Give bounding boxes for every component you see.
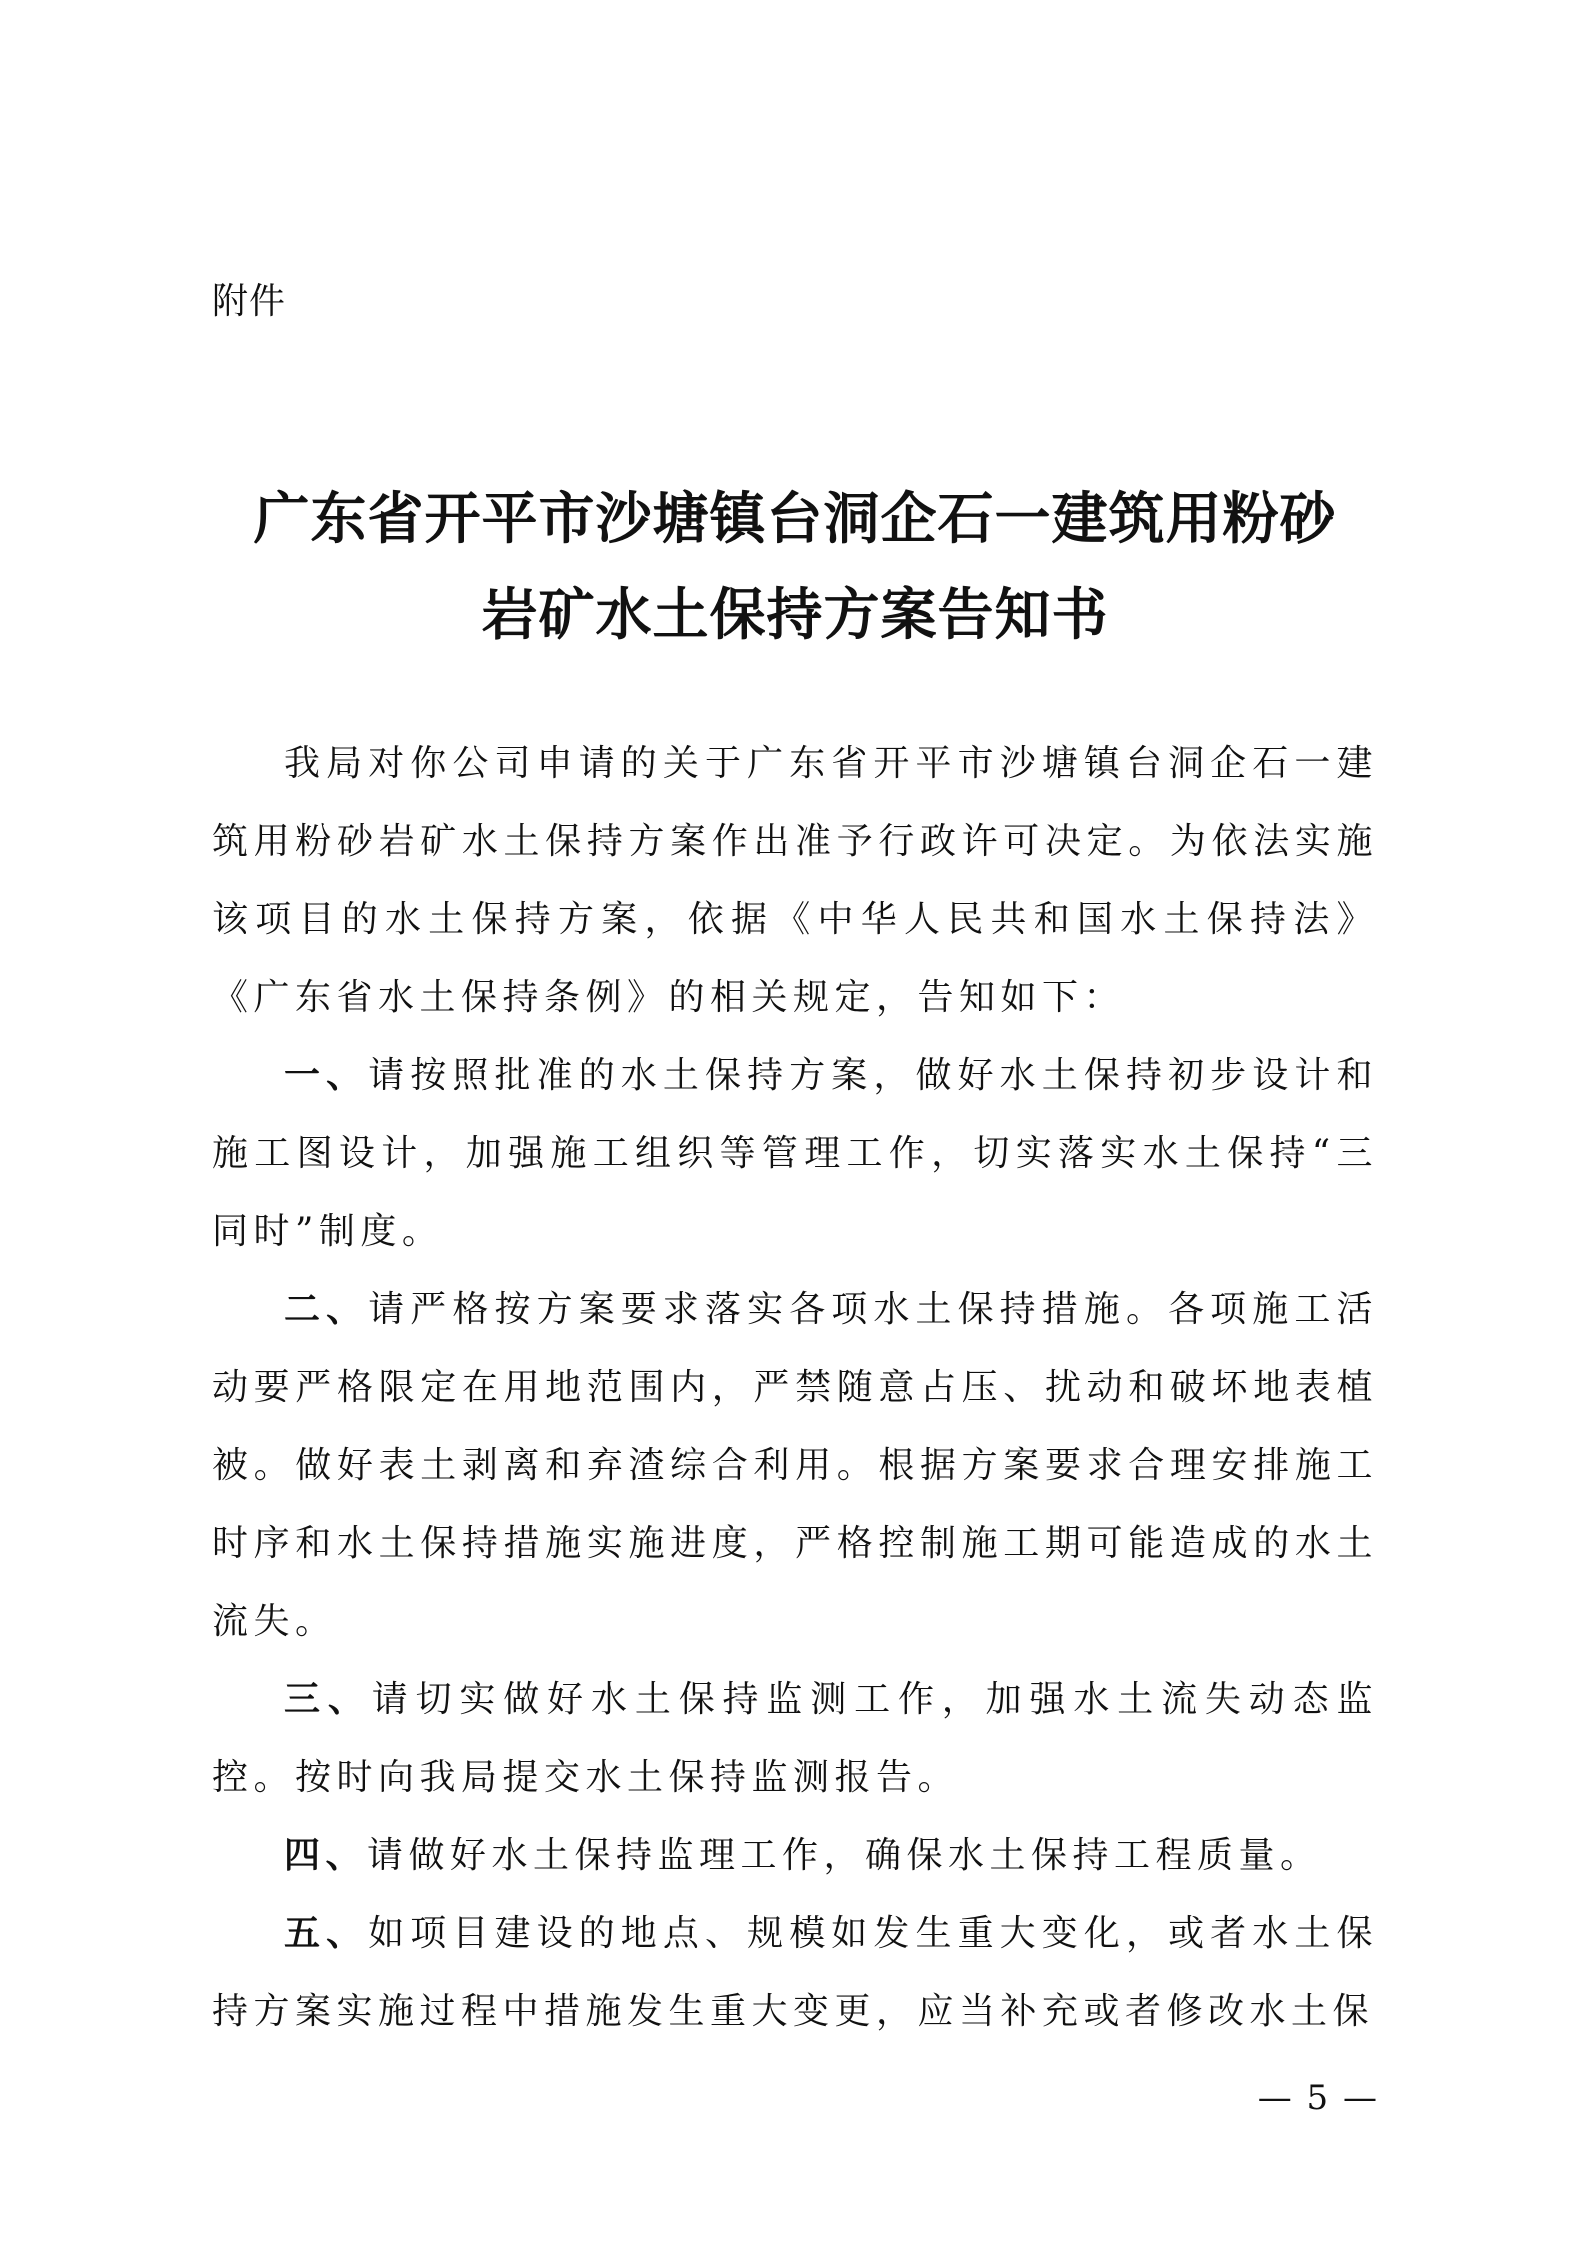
item-paragraph-2 [212, 1271, 1378, 1661]
page-number: — 5 — [1257, 2078, 1379, 2118]
item-heading-3: 三、 [284, 1679, 372, 1720]
title-line-1: 广东省开平市沙塘镇台洞企石一建筑用粉砂 [253, 487, 1337, 552]
item-text-4: 请做好水土保持监理工作，确保水土保持工程质量。 [367, 1835, 1322, 1876]
item-text-5: 如项目建设的地点、规模如发生重大变化，或者水土保持方案实施过程中措施发生重大变更，应当补充或者修改水土保 [212, 1913, 1378, 2032]
item-paragraph-4 [212, 1817, 1378, 1895]
intro-paragraph: 我局对你公司申请的关于广东省开平市沙塘镇台洞企石一建筑用粉砂岩矿水土保持方案作出准予行政许可决定。为依法实施该项目的水土保持方案，依据《中华人民共和国水土保持法》《广东省水土保持条例》的相关规定，告知如下： [212, 743, 1378, 1018]
item-heading-1: 一、 [284, 1055, 369, 1096]
item-text-2: 请严格按方案要求落实各项水土保持措施。各项施工活动要严格限定在用地范围内，严禁随意占压、扰动和破坏地表植被。做好表土剥离和弃渣综合利用。根据方案要求合理安排施工时序和水土保持措施实施进度，严格控制施工期可能造成的水土流失。 [212, 1289, 1378, 1642]
item-paragraph-5 [212, 1895, 1378, 2051]
item-heading-4: 四、 [284, 1835, 368, 1876]
item-paragraph-3 [212, 1661, 1378, 1817]
attachment-label: 附件 [212, 281, 287, 322]
item-heading-5: 五、 [284, 1913, 369, 1954]
document-body [212, 725, 1378, 2051]
item-heading-2: 二、 [284, 1289, 369, 1330]
item-text-1: 请按照批准的水土保持方案，做好水土保持初步设计和施工图设计，加强施工组织等管理工作，切实落实水土保持“三同时”制度。 [212, 1055, 1378, 1252]
item-paragraph-1 [212, 1037, 1378, 1271]
item-text-3: 请切实做好水土保持监测工作，加强水土流失动态监控。按时向我局提交水土保持监测报告。 [212, 1679, 1378, 1798]
title-line-2: 岩矿水土保持方案告知书 [481, 583, 1109, 648]
document-title [200, 472, 1390, 664]
